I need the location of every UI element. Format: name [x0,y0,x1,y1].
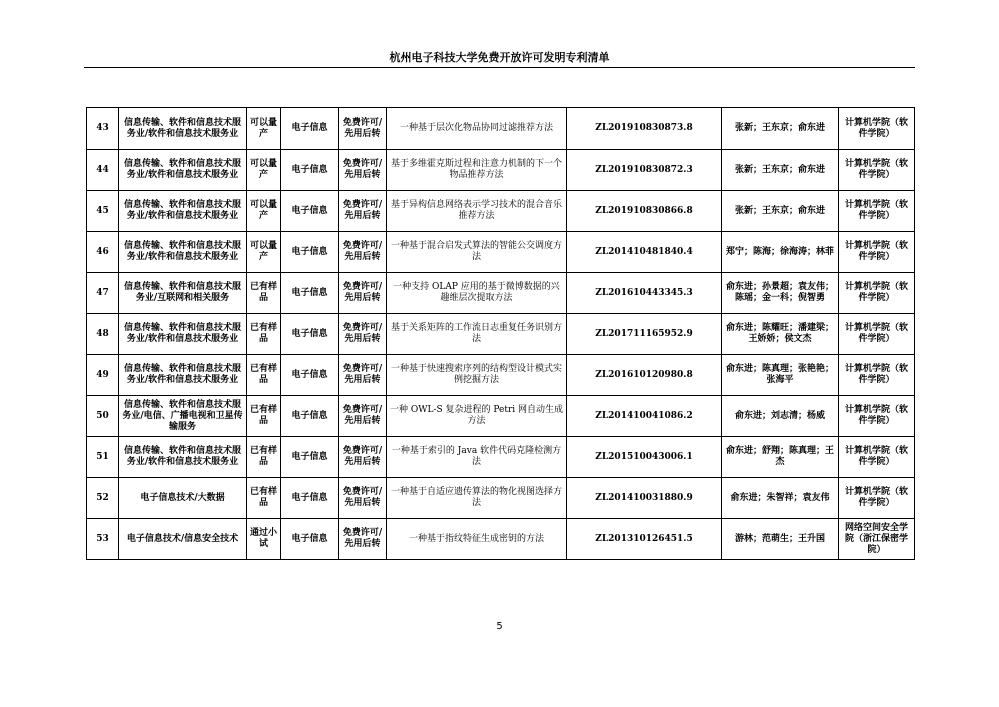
patent-title: 一种 OWL-S 复杂进程的 Petri 网自动生成方法 [387,396,567,437]
patent-title: 一种基于自适应遗传算法的物化视图选择方法 [387,478,567,519]
technical-field: 电子信息 [281,314,339,355]
inventors: 游林；范萌生；王升国 [722,519,839,560]
table-row [87,191,915,232]
patent-title: 一种基于索引的 Java 软件代码克隆检测方法 [387,437,567,478]
patent-title: 一种基于层次化物品协同过滤推荐方法 [387,108,567,150]
industry-sector: 信息传输、软件和信息技术服务业/软件和信息技术服务业 [119,232,247,273]
patent-number: ZL201410481840.4 [567,232,722,273]
patent-number: ZL201610443345.3 [567,273,722,314]
patent-title: 一种基于混合启发式算法的智能公交调度方法 [387,232,567,273]
row-number: 47 [87,273,119,314]
technical-field: 电子信息 [281,108,339,150]
patent-number: ZL201410031880.9 [567,478,722,519]
technical-field: 电子信息 [281,191,339,232]
license-type: 免费许可/先用后转 [339,314,387,355]
table-row [87,108,915,150]
inventors: 张新；王东京；俞东进 [722,191,839,232]
license-type: 免费许可/先用后转 [339,108,387,150]
patent-title: 一种基于指纹特征生成密钥的方法 [387,519,567,560]
industry-sector: 信息传输、软件和信息技术服务业/互联网和相关服务 [119,273,247,314]
table-row [87,437,915,478]
college: 计算机学院（软件学院） [839,396,915,437]
table-row [87,150,915,191]
table-row [87,232,915,273]
college: 计算机学院（软件学院） [839,191,915,232]
technical-field: 电子信息 [281,273,339,314]
industry-sector: 电子信息技术/信息安全技术 [119,519,247,560]
row-number: 44 [87,150,119,191]
patent-number: ZL201610120980.8 [567,355,722,396]
inventors: 俞东进；孙景超；袁友伟；陈瑶；金一科；倪智勇 [722,273,839,314]
patent-number: ZL201910830866.8 [567,191,722,232]
patent-number: ZL201910830872.3 [567,150,722,191]
maturity-status: 已有样品 [247,355,281,396]
license-type: 免费许可/先用后转 [339,478,387,519]
row-number: 52 [87,478,119,519]
row-number: 51 [87,437,119,478]
industry-sector: 信息传输、软件和信息技术服务业/软件和信息技术服务业 [119,191,247,232]
table-row [87,355,915,396]
inventors: 俞东进；刘志清；杨威 [722,396,839,437]
patent-table-body [87,108,915,560]
license-type: 免费许可/先用后转 [339,150,387,191]
inventors: 张新；王东京；俞东进 [722,108,839,150]
technical-field: 电子信息 [281,355,339,396]
maturity-status: 可以量产 [247,150,281,191]
patent-number: ZL201410041086.2 [567,396,722,437]
industry-sector: 信息传输、软件和信息技术服务业/软件和信息技术服务业 [119,355,247,396]
industry-sector: 信息传输、软件和信息技术服务业/软件和信息技术服务业 [119,108,247,150]
inventors: 张新；王东京；俞东进 [722,150,839,191]
maturity-status: 已有样品 [247,437,281,478]
technical-field: 电子信息 [281,478,339,519]
row-number: 48 [87,314,119,355]
patent-title: 一种基于快速搜索序列的结构型设计模式实例挖掘方法 [387,355,567,396]
college: 网络空间安全学院（浙江保密学院） [839,519,915,560]
college: 计算机学院（软件学院） [839,108,915,150]
license-type: 免费许可/先用后转 [339,519,387,560]
row-number: 45 [87,191,119,232]
table-row [87,273,915,314]
maturity-status: 已有样品 [247,314,281,355]
maturity-status: 可以量产 [247,191,281,232]
patent-title: 一种支持 OLAP 应用的基于微博数据的兴趣维层次提取方法 [387,273,567,314]
table-row [87,519,915,560]
patent-title: 基于关系矩阵的工作流日志重复任务识别方法 [387,314,567,355]
college: 计算机学院（软件学院） [839,478,915,519]
license-type: 免费许可/先用后转 [339,273,387,314]
patent-table [86,107,915,560]
maturity-status: 已有样品 [247,396,281,437]
college: 计算机学院（软件学院） [839,232,915,273]
college: 计算机学院（软件学院） [839,355,915,396]
technical-field: 电子信息 [281,396,339,437]
inventors: 俞东进；陈真理；张艳艳；张海平 [722,355,839,396]
industry-sector: 信息传输、软件和信息技术服务业/软件和信息技术服务业 [119,437,247,478]
technical-field: 电子信息 [281,232,339,273]
maturity-status: 可以量产 [247,108,281,150]
college: 计算机学院（软件学院） [839,314,915,355]
patent-title: 基于多维霍克斯过程和注意力机制的下一个物品推荐方法 [387,150,567,191]
table-row [87,396,915,437]
row-number: 49 [87,355,119,396]
page-number: 5 [496,621,503,632]
industry-sector: 电子信息技术/大数据 [119,478,247,519]
college: 计算机学院（软件学院） [839,437,915,478]
maturity-status: 通过小试 [247,519,281,560]
inventors: 俞东进；舒翔；陈真理；王杰 [722,437,839,478]
inventors: 俞东进；陈耀旺；潘建梁；王娇娇；侯文杰 [722,314,839,355]
maturity-status: 可以量产 [247,232,281,273]
technical-field: 电子信息 [281,150,339,191]
row-number: 50 [87,396,119,437]
row-number: 43 [87,108,119,150]
license-type: 免费许可/先用后转 [339,437,387,478]
inventors: 俞东进；朱智祥；袁友伟 [722,478,839,519]
license-type: 免费许可/先用后转 [339,396,387,437]
page-title: 杭州电子科技大学免费开放许可发明专利清单 [84,50,915,68]
industry-sector: 信息传输、软件和信息技术服务业/软件和信息技术服务业 [119,150,247,191]
patent-number: ZL201910830873.8 [567,108,722,150]
patent-number: ZL201711165952.9 [567,314,722,355]
college: 计算机学院（软件学院） [839,150,915,191]
maturity-status: 已有样品 [247,273,281,314]
patent-title: 基于异构信息网络表示学习技术的混合音乐推荐方法 [387,191,567,232]
table-row [87,314,915,355]
technical-field: 电子信息 [281,519,339,560]
row-number: 53 [87,519,119,560]
college: 计算机学院（软件学院） [839,273,915,314]
license-type: 免费许可/先用后转 [339,232,387,273]
patent-number: ZL201510043006.1 [567,437,722,478]
license-type: 免费许可/先用后转 [339,355,387,396]
maturity-status: 已有样品 [247,478,281,519]
industry-sector: 信息传输、软件和信息技术服务业/软件和信息技术服务业 [119,314,247,355]
table-row [87,478,915,519]
patent-number: ZL201310126451.5 [567,519,722,560]
row-number: 46 [87,232,119,273]
inventors: 郑宁；陈海；徐海涛；林菲 [722,232,839,273]
industry-sector: 信息传输、软件和信息技术服务业/电信、广播电视和卫星传输服务 [119,396,247,437]
license-type: 免费许可/先用后转 [339,191,387,232]
technical-field: 电子信息 [281,437,339,478]
